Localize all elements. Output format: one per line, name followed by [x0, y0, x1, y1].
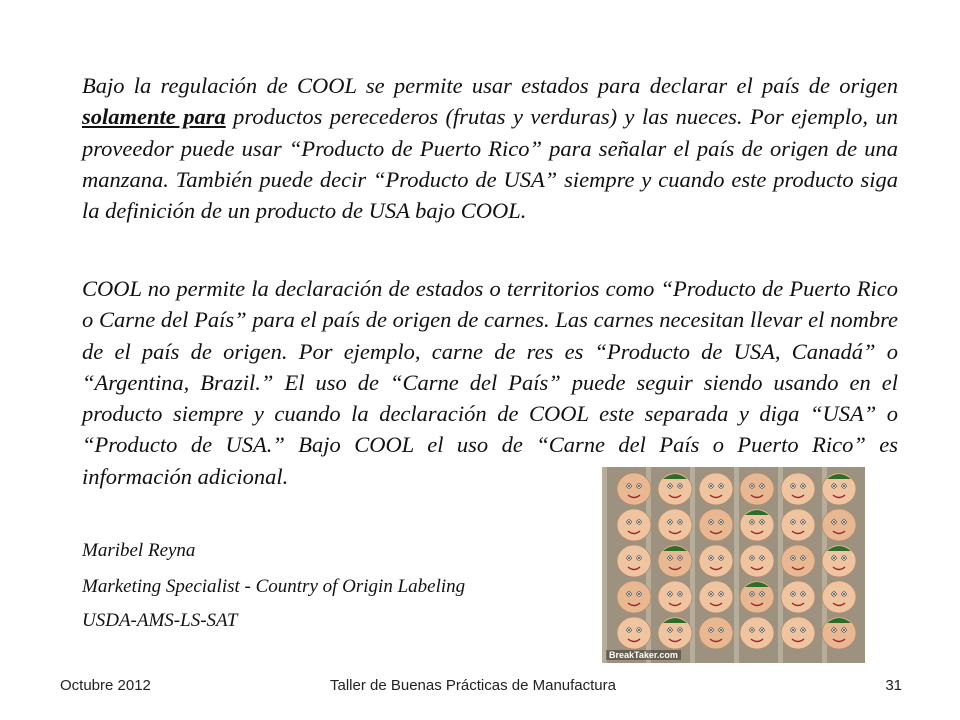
egg-face [822, 617, 856, 649]
egg-face [822, 545, 856, 577]
egg-face [658, 581, 692, 613]
egg-face [740, 473, 774, 505]
egg-face [658, 617, 692, 649]
egg-face [822, 581, 856, 613]
emphasis-solamente-para: solamente para [82, 104, 226, 130]
egg-face [658, 509, 692, 541]
footer-title: Taller de Buenas Prácticas de Manufactura [330, 677, 616, 694]
paragraph-1-text-end: productos perecederos (frutas y verduras) y las nueces. Por ejemplo, un proveedor puede usar “Producto de Puerto Rico” para señalar el país de origen de una manzana. También puede decir “Producto de USA” siempre y cuando este producto siga la definición de un producto de USA bajo COOL. [82, 104, 898, 224]
egg-face [740, 617, 774, 649]
signature-title: Marketing Specialist - Country of Origin Labeling [82, 576, 466, 597]
egg-faces-photo [602, 467, 865, 663]
egg-face [740, 509, 774, 541]
paragraph-cool-meats: COOL no permite la declaración de estados o territorios como “Producto de Puerto Rico o Carne del País” para el país de origen de carnes. Las carnes necesitan llevar el nombre de el país de origen. Por ejemplo, carne de res es “Producto de USA, Canadá” o “Argentina, Brazil.” El uso de “Carne del País” puede seguir siendo usando en el producto siempre y cuando la declaración de COOL este separada y diga “USA” o “Producto de USA.” Bajo COOL el uso de “Carne del País o Puerto Rico” es información adicional. [82, 276, 898, 489]
photo-watermark: BreakTaker.com [606, 650, 681, 660]
egg-face [699, 581, 733, 613]
paragraph-cool-states [82, 70, 898, 226]
paragraph-1-text-start: Bajo la regulación de COOL se permite usar estados para declarar el país de origen [82, 73, 898, 98]
egg-face [658, 545, 692, 577]
egg-face [740, 581, 774, 613]
egg-face [617, 509, 651, 541]
egg-faces-illustration [602, 467, 865, 663]
egg-face [617, 617, 651, 649]
egg-face [699, 473, 733, 505]
egg-face [617, 545, 651, 577]
egg-face [617, 581, 651, 613]
egg-face [781, 473, 815, 505]
egg-face [781, 581, 815, 613]
egg-face [822, 509, 856, 541]
egg-face [781, 617, 815, 649]
egg-face [617, 473, 651, 505]
footer-date: Octubre 2012 [60, 677, 151, 694]
footer-page-number: 31 [885, 677, 902, 694]
egg-face [658, 473, 692, 505]
signature-organization: USDA-AMS-LS-SAT [82, 610, 238, 631]
egg-face [822, 473, 856, 505]
egg-face [781, 545, 815, 577]
egg-face [740, 545, 774, 577]
egg-face [781, 509, 815, 541]
egg-face [699, 617, 733, 649]
signature-name: Maribel Reyna [82, 540, 196, 561]
egg-face [699, 545, 733, 577]
egg-face [699, 509, 733, 541]
